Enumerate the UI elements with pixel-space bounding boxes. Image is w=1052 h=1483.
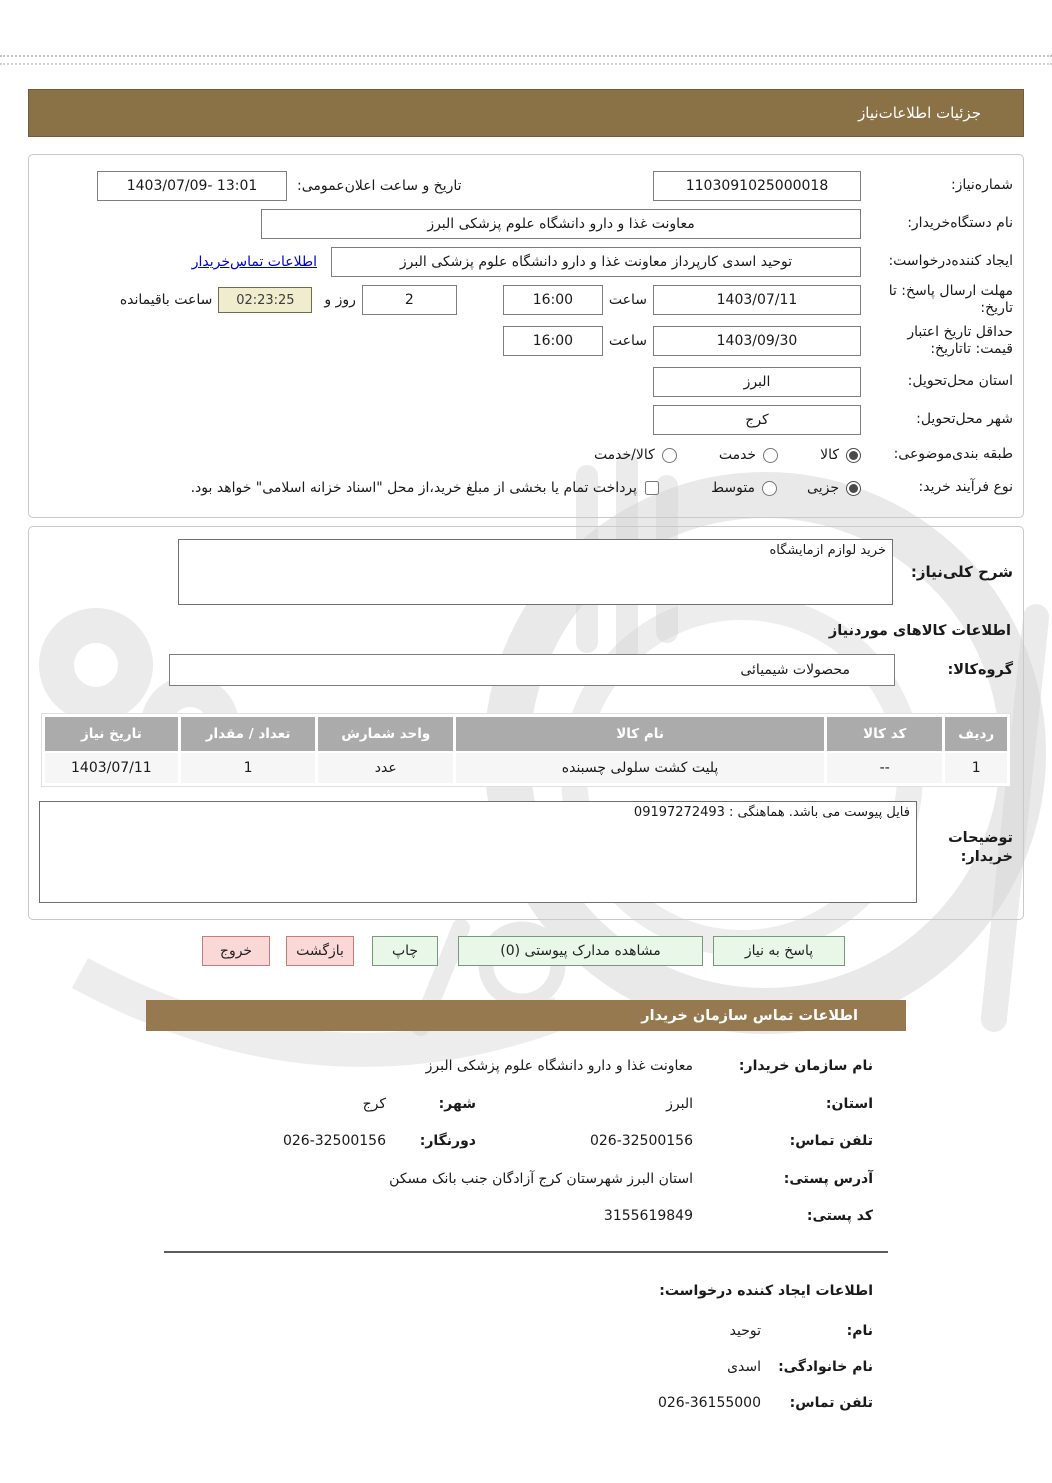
hours-remaining-label: ساعت باقیمانده [119, 292, 213, 308]
org-postal-label: کد پستی: [806, 1208, 873, 1225]
province-city-row [146, 1095, 873, 1115]
goods-group-field[interactable]: محصولات شیمیائی [169, 654, 895, 686]
col-quantity: تعداد / مقدار [181, 717, 316, 751]
page-title-bar [28, 89, 1024, 137]
section-divider [164, 1251, 888, 1253]
col-goods-name: نام کالا [456, 717, 824, 751]
action-buttons-row [0, 936, 1052, 966]
price-validity-label: حداقل تاریخ اعتبار قیمت: تاتاریخ: [907, 323, 1013, 357]
process-option-minor-label: جزیی [807, 480, 839, 496]
cell-row-number: 1 [945, 753, 1007, 783]
category-radio-goods[interactable] [846, 448, 861, 463]
creator-last-name-row [146, 1359, 873, 1375]
announce-datetime-label: تاریخ و ساعت اعلان‌عمومی: [297, 178, 462, 194]
days-remaining-label: روز و [324, 292, 356, 308]
deadline-hour-label: ساعت [608, 292, 647, 308]
need-number-row [39, 167, 1013, 205]
creator-first-name-label: نام: [846, 1322, 873, 1339]
category-label: طبقه بندی‌موضوعی: [893, 446, 1013, 463]
goods-section-heading: اطلاعات کالاهای موردنیاز [828, 623, 1011, 639]
postal-address-row [146, 1170, 873, 1190]
org-city-value: کرج [362, 1095, 386, 1112]
goods-group-label: گروه‌کالا: [947, 662, 1013, 678]
col-unit: واحد شمارش [318, 717, 453, 751]
category-radio-goods-service[interactable] [662, 448, 677, 463]
exit-button[interactable]: خروج [202, 936, 270, 966]
delivery-province-label: استان محل‌تحویل: [907, 373, 1013, 390]
creator-last-name-label: نام خانوادگی: [778, 1358, 873, 1375]
process-type-label: نوع فرآیند خرید: [918, 479, 1013, 496]
org-contact-section [146, 1057, 906, 1227]
org-fax-label: دورنگار: [419, 1133, 476, 1150]
buyer-contact-link[interactable]: اطلاعات تماس‌خریدار [191, 254, 317, 270]
process-type-row [39, 471, 1013, 505]
postal-code-row [146, 1207, 873, 1227]
creator-last-name-value: اسدی [727, 1358, 761, 1375]
delivery-province-row [39, 363, 1013, 401]
col-need-date: تاریخ نیاز [45, 717, 178, 751]
deadline-date-field[interactable]: 1403/07/11 [653, 285, 861, 315]
validity-time-field[interactable]: 16:00 [503, 326, 603, 356]
category-row [39, 439, 1013, 471]
process-radio-medium[interactable] [762, 481, 777, 496]
buyer-notes-textarea[interactable]: فایل پیوست می باشد. هماهنگی : 09197272493 [39, 801, 917, 903]
deadline-days-field[interactable]: 2 [362, 285, 457, 315]
cell-unit: عدد [318, 753, 453, 783]
col-goods-code: کد کالا [827, 717, 942, 751]
org-fax-value: 026-32500156 [282, 1133, 386, 1150]
request-creator-label: ایجاد کننده‌درخواست: [888, 253, 1013, 270]
goods-group-row [39, 651, 1013, 689]
request-creator-section [146, 1283, 906, 1411]
validity-hour-label: ساعت [608, 333, 647, 349]
category-option-service[interactable] [719, 447, 778, 463]
org-address-value: استان البرز شهرستان کرج آزادگان جنب بانک مسکن [389, 1170, 693, 1187]
process-radio-minor[interactable] [846, 481, 861, 496]
process-option-minor[interactable] [807, 480, 861, 496]
category-option-service-label: خدمت [718, 447, 757, 463]
cell-goods-name: پلیت کشت سلولی چسبنده [456, 753, 824, 783]
delivery-city-row [39, 401, 1013, 439]
goods-table-header [45, 717, 1007, 751]
goods-panel [28, 526, 1024, 920]
org-postal-value: 3155619849 [603, 1208, 693, 1225]
delivery-province-field[interactable]: البرز [653, 367, 861, 397]
category-option-goods-label: کالا [820, 447, 839, 463]
request-creator-heading: اطلاعات ایجاد کننده درخواست: [659, 1282, 873, 1299]
org-address-label: آدرس پستی: [783, 1170, 873, 1187]
phone-fax-row [146, 1132, 873, 1152]
respond-to-need-button[interactable]: پاسخ به نیاز [713, 936, 845, 966]
category-radio-service[interactable] [763, 448, 778, 463]
treasury-payment-checkbox[interactable] [645, 481, 659, 495]
countdown-timer: 02:23:25 [218, 287, 312, 313]
request-creator-row [39, 243, 1013, 281]
creator-phone-label: تلفن تماس: [789, 1394, 873, 1411]
org-phone-value: 026-32500156 [589, 1133, 693, 1150]
cell-need-date: 1403/07/11 [45, 753, 178, 783]
buyer-notes-label: توضیحات خریدار: [948, 830, 1013, 865]
creator-first-name-row [146, 1323, 873, 1339]
process-option-medium[interactable] [711, 480, 777, 496]
creator-phone-row [146, 1395, 873, 1411]
buyer-org-row [39, 205, 1013, 243]
page-title: جزئیات اطلاعات‌نیاز [858, 104, 981, 122]
creator-phone-value: 026-36155000 [657, 1394, 761, 1411]
delivery-city-field[interactable]: کرج [653, 405, 861, 435]
announce-datetime-field[interactable]: 1403/07/09- 13:01 [97, 171, 287, 201]
response-deadline-label: مهلت ارسال پاسخ: تا تاریخ: [888, 282, 1013, 316]
org-name-label: نام سازمان خریدار: [738, 1058, 873, 1074]
col-row-number: ردیف [945, 717, 1007, 751]
org-province-label: استان: [825, 1095, 873, 1112]
treasury-payment-option[interactable] [191, 480, 659, 496]
need-number-field[interactable]: 1103091025000018 [653, 171, 861, 201]
org-name-row [146, 1057, 873, 1077]
cell-goods-code: -- [827, 753, 942, 783]
org-province-value: البرز [666, 1095, 693, 1112]
view-attached-docs-button[interactable]: مشاهده مدارک پیوستی (0) [458, 936, 703, 966]
need-description-row [39, 539, 1013, 605]
deadline-time-field[interactable]: 16:00 [503, 285, 603, 315]
org-phone-label: تلفن تماس: [789, 1133, 873, 1150]
buyer-notes-row [39, 801, 1013, 903]
category-option-goods-service[interactable] [594, 447, 677, 463]
org-name-value: معاونت غذا و دارو دانشگاه علوم پزشکی البرز [425, 1058, 693, 1074]
delivery-city-label: شهر محل‌تحویل: [916, 411, 1013, 428]
category-option-goods-service-label: کالا/خدمت [593, 447, 655, 463]
response-deadline-row [39, 281, 1013, 319]
process-option-medium-label: متوسط [711, 480, 756, 496]
price-validity-row [39, 319, 1013, 363]
page-top-divider [0, 55, 1052, 65]
need-description-label: شرح کلی‌نیاز: [910, 562, 1013, 581]
org-city-label: شهر: [438, 1095, 476, 1112]
validity-date-field[interactable]: 1403/09/30 [653, 326, 861, 356]
buyer-org-label: نام دستگاه‌خریدار: [907, 215, 1013, 232]
buyer-org-field[interactable]: معاونت غذا و دارو دانشگاه علوم پزشکی البرز [261, 209, 861, 239]
table-row [45, 753, 1007, 783]
org-contact-bar-title: اطلاعات تماس سازمان خریدار [641, 1007, 858, 1024]
need-details-panel [28, 154, 1024, 518]
treasury-payment-label: پرداخت تمام یا بخشی از مبلغ خرید،از محل "اسناد خزانه اسلامی" خواهد بود. [190, 480, 638, 496]
print-button[interactable]: چاپ [372, 936, 438, 966]
cell-quantity: 1 [181, 753, 316, 783]
request-creator-field[interactable]: توحید اسدی کارپرداز معاونت غذا و دارو دانشگاه علوم پزشکی البرز [331, 247, 861, 277]
back-button[interactable]: بازگشت [286, 936, 354, 966]
goods-table [41, 713, 1011, 787]
need-number-label: شماره‌نیاز: [950, 177, 1013, 194]
category-option-goods[interactable] [820, 447, 861, 463]
org-contact-bar [146, 1000, 906, 1031]
need-description-textarea[interactable]: خرید لوازم ازمایشگاه [178, 539, 893, 605]
creator-first-name-value: توحید [729, 1322, 761, 1339]
